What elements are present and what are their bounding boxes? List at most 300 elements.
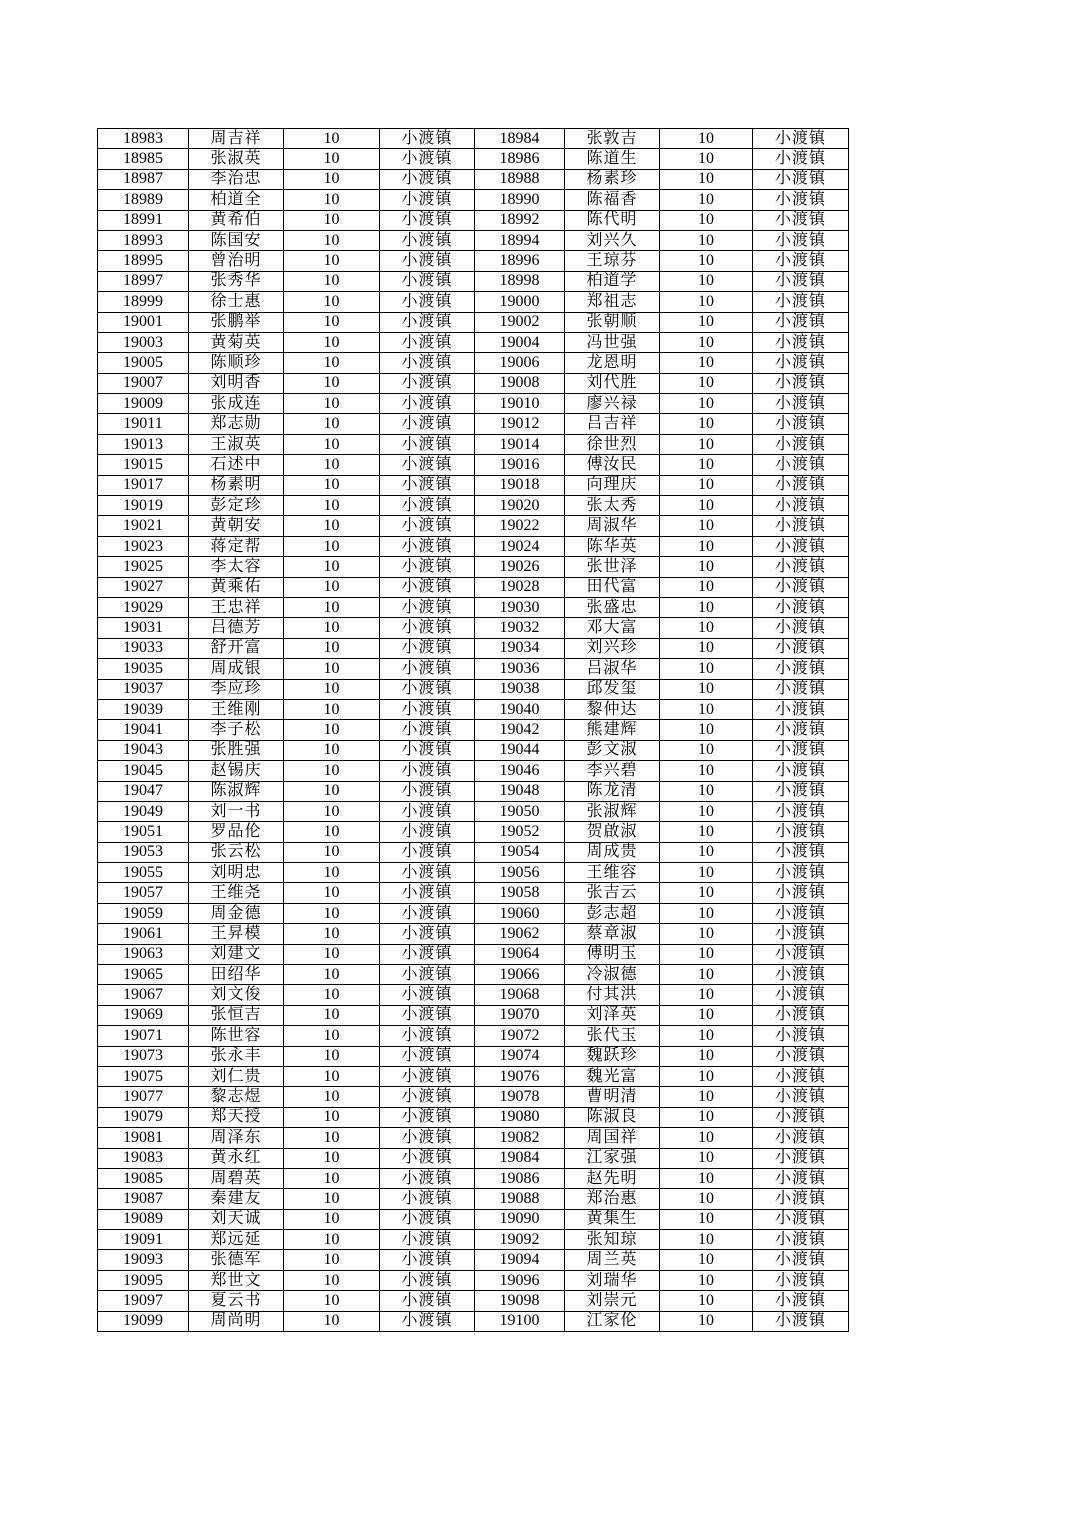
score-value-left: 10 bbox=[284, 475, 380, 495]
record-id-left: 19059 bbox=[98, 903, 189, 923]
record-id-right: 19100 bbox=[475, 1311, 565, 1331]
score-value-right: 10 bbox=[660, 496, 753, 516]
town-name-left: 小渡镇 bbox=[380, 842, 475, 862]
person-name-left: 郑志勋 bbox=[189, 414, 284, 434]
score-value-right: 10 bbox=[660, 1107, 753, 1127]
person-name-right: 熊建辉 bbox=[565, 720, 660, 740]
town-name-right: 小渡镇 bbox=[753, 618, 849, 638]
town-name-right: 小渡镇 bbox=[753, 924, 849, 944]
score-value-right: 10 bbox=[660, 1209, 753, 1229]
town-name-left: 小渡镇 bbox=[380, 679, 475, 699]
table-row bbox=[98, 1168, 849, 1188]
person-name-right: 柏道学 bbox=[565, 271, 660, 291]
record-id-left: 19061 bbox=[98, 924, 189, 944]
town-name-left: 小渡镇 bbox=[380, 496, 475, 516]
record-id-right: 19066 bbox=[475, 965, 565, 985]
person-name-left: 王维尧 bbox=[189, 883, 284, 903]
score-value-left: 10 bbox=[284, 822, 380, 842]
record-id-right: 19018 bbox=[475, 475, 565, 495]
town-name-right: 小渡镇 bbox=[753, 230, 849, 250]
person-name-left: 赵锡庆 bbox=[189, 761, 284, 781]
table-row bbox=[98, 129, 849, 149]
town-name-left: 小渡镇 bbox=[380, 210, 475, 230]
person-name-right: 张太秀 bbox=[565, 496, 660, 516]
table-row bbox=[98, 312, 849, 332]
record-id-left: 18997 bbox=[98, 271, 189, 291]
record-id-right: 19026 bbox=[475, 557, 565, 577]
record-id-right: 19034 bbox=[475, 638, 565, 658]
person-name-right: 刘泽英 bbox=[565, 1005, 660, 1025]
record-id-right: 19058 bbox=[475, 883, 565, 903]
record-id-left: 19079 bbox=[98, 1107, 189, 1127]
record-id-left: 19057 bbox=[98, 883, 189, 903]
score-value-right: 10 bbox=[660, 883, 753, 903]
person-name-left: 李治忠 bbox=[189, 169, 284, 189]
record-id-right: 18986 bbox=[475, 149, 565, 169]
score-value-left: 10 bbox=[284, 1087, 380, 1107]
score-value-right: 10 bbox=[660, 944, 753, 964]
town-name-right: 小渡镇 bbox=[753, 638, 849, 658]
person-name-left: 张云松 bbox=[189, 842, 284, 862]
person-name-left: 黄乘佑 bbox=[189, 577, 284, 597]
table-row bbox=[98, 230, 849, 250]
score-value-left: 10 bbox=[284, 1128, 380, 1148]
town-name-left: 小渡镇 bbox=[380, 577, 475, 597]
person-name-right: 周兰英 bbox=[565, 1250, 660, 1270]
record-id-right: 19088 bbox=[475, 1189, 565, 1209]
person-name-left: 彭定珍 bbox=[189, 496, 284, 516]
town-name-right: 小渡镇 bbox=[753, 1087, 849, 1107]
record-id-right: 18996 bbox=[475, 251, 565, 271]
person-name-left: 王忠祥 bbox=[189, 597, 284, 617]
score-value-right: 10 bbox=[660, 1148, 753, 1168]
record-id-right: 19044 bbox=[475, 740, 565, 760]
person-name-left: 杨素明 bbox=[189, 475, 284, 495]
score-value-right: 10 bbox=[660, 1087, 753, 1107]
person-name-left: 刘建文 bbox=[189, 944, 284, 964]
person-name-right: 陈道生 bbox=[565, 149, 660, 169]
town-name-right: 小渡镇 bbox=[753, 271, 849, 291]
town-name-left: 小渡镇 bbox=[380, 924, 475, 944]
town-name-right: 小渡镇 bbox=[753, 516, 849, 536]
person-name-left: 黄菊英 bbox=[189, 332, 284, 352]
score-value-left: 10 bbox=[284, 944, 380, 964]
record-id-right: 19092 bbox=[475, 1230, 565, 1250]
person-name-right: 刘瑞华 bbox=[565, 1270, 660, 1290]
town-name-right: 小渡镇 bbox=[753, 373, 849, 393]
table-row bbox=[98, 761, 849, 781]
record-id-right: 19036 bbox=[475, 659, 565, 679]
town-name-left: 小渡镇 bbox=[380, 434, 475, 454]
table-row bbox=[98, 720, 849, 740]
record-id-right: 19060 bbox=[475, 903, 565, 923]
record-id-left: 19009 bbox=[98, 394, 189, 414]
record-id-right: 19016 bbox=[475, 455, 565, 475]
person-name-left: 田绍华 bbox=[189, 965, 284, 985]
record-id-right: 19030 bbox=[475, 597, 565, 617]
person-name-right: 廖兴禄 bbox=[565, 394, 660, 414]
person-name-right: 陈福香 bbox=[565, 190, 660, 210]
record-id-right: 19050 bbox=[475, 801, 565, 821]
score-value-right: 10 bbox=[660, 149, 753, 169]
town-name-left: 小渡镇 bbox=[380, 1270, 475, 1290]
table-row bbox=[98, 699, 849, 719]
score-value-right: 10 bbox=[660, 842, 753, 862]
table-row bbox=[98, 434, 849, 454]
town-name-right: 小渡镇 bbox=[753, 1291, 849, 1311]
score-value-right: 10 bbox=[660, 679, 753, 699]
person-name-right: 张知琼 bbox=[565, 1230, 660, 1250]
town-name-right: 小渡镇 bbox=[753, 251, 849, 271]
score-value-right: 10 bbox=[660, 903, 753, 923]
record-id-left: 19085 bbox=[98, 1168, 189, 1188]
score-value-left: 10 bbox=[284, 312, 380, 332]
town-name-right: 小渡镇 bbox=[753, 822, 849, 842]
record-id-right: 19090 bbox=[475, 1209, 565, 1229]
person-name-left: 王维刚 bbox=[189, 699, 284, 719]
score-value-left: 10 bbox=[284, 1230, 380, 1250]
score-value-right: 10 bbox=[660, 332, 753, 352]
record-id-left: 18987 bbox=[98, 169, 189, 189]
town-name-right: 小渡镇 bbox=[753, 169, 849, 189]
record-id-left: 19065 bbox=[98, 965, 189, 985]
record-id-right: 19074 bbox=[475, 1046, 565, 1066]
town-name-left: 小渡镇 bbox=[380, 455, 475, 475]
record-id-right: 19080 bbox=[475, 1107, 565, 1127]
table-row bbox=[98, 577, 849, 597]
town-name-right: 小渡镇 bbox=[753, 190, 849, 210]
person-name-left: 郑远延 bbox=[189, 1230, 284, 1250]
score-value-right: 10 bbox=[660, 292, 753, 312]
record-id-right: 19048 bbox=[475, 781, 565, 801]
town-name-right: 小渡镇 bbox=[753, 414, 849, 434]
town-name-left: 小渡镇 bbox=[380, 720, 475, 740]
score-value-right: 10 bbox=[660, 475, 753, 495]
table-row bbox=[98, 801, 849, 821]
person-name-right: 向理庆 bbox=[565, 475, 660, 495]
person-name-right: 傅汝民 bbox=[565, 455, 660, 475]
record-id-right: 19040 bbox=[475, 699, 565, 719]
record-id-left: 19045 bbox=[98, 761, 189, 781]
town-name-left: 小渡镇 bbox=[380, 394, 475, 414]
score-value-right: 10 bbox=[660, 373, 753, 393]
town-name-right: 小渡镇 bbox=[753, 1128, 849, 1148]
table-row bbox=[98, 944, 849, 964]
town-name-left: 小渡镇 bbox=[380, 1026, 475, 1046]
score-value-left: 10 bbox=[284, 903, 380, 923]
score-value-left: 10 bbox=[284, 1046, 380, 1066]
score-value-left: 10 bbox=[284, 353, 380, 373]
record-id-left: 19017 bbox=[98, 475, 189, 495]
score-value-right: 10 bbox=[660, 659, 753, 679]
town-name-right: 小渡镇 bbox=[753, 536, 849, 556]
town-name-right: 小渡镇 bbox=[753, 1311, 849, 1331]
person-name-left: 刘明忠 bbox=[189, 863, 284, 883]
table-row bbox=[98, 1087, 849, 1107]
record-id-left: 19069 bbox=[98, 1005, 189, 1025]
record-id-right: 19078 bbox=[475, 1087, 565, 1107]
score-value-left: 10 bbox=[284, 577, 380, 597]
person-name-right: 张世泽 bbox=[565, 557, 660, 577]
town-name-left: 小渡镇 bbox=[380, 1311, 475, 1331]
person-name-left: 黎志煜 bbox=[189, 1087, 284, 1107]
score-value-left: 10 bbox=[284, 985, 380, 1005]
record-id-right: 19052 bbox=[475, 822, 565, 842]
person-name-left: 陈淑辉 bbox=[189, 781, 284, 801]
town-name-right: 小渡镇 bbox=[753, 781, 849, 801]
score-value-right: 10 bbox=[660, 129, 753, 149]
score-value-left: 10 bbox=[284, 1209, 380, 1229]
record-id-left: 19025 bbox=[98, 557, 189, 577]
person-name-left: 罗品伦 bbox=[189, 822, 284, 842]
town-name-right: 小渡镇 bbox=[753, 1066, 849, 1086]
town-name-left: 小渡镇 bbox=[380, 414, 475, 434]
person-name-right: 杨素珍 bbox=[565, 169, 660, 189]
town-name-left: 小渡镇 bbox=[380, 1168, 475, 1188]
score-value-right: 10 bbox=[660, 720, 753, 740]
score-value-right: 10 bbox=[660, 1189, 753, 1209]
town-name-right: 小渡镇 bbox=[753, 863, 849, 883]
table-row bbox=[98, 1066, 849, 1086]
person-name-left: 张恒吉 bbox=[189, 1005, 284, 1025]
record-id-left: 19075 bbox=[98, 1066, 189, 1086]
score-value-right: 10 bbox=[660, 1291, 753, 1311]
town-name-left: 小渡镇 bbox=[380, 292, 475, 312]
person-name-left: 张德军 bbox=[189, 1250, 284, 1270]
score-value-left: 10 bbox=[284, 699, 380, 719]
person-name-right: 张代玉 bbox=[565, 1026, 660, 1046]
town-name-left: 小渡镇 bbox=[380, 740, 475, 760]
town-name-left: 小渡镇 bbox=[380, 1189, 475, 1209]
record-id-right: 19096 bbox=[475, 1270, 565, 1290]
town-name-left: 小渡镇 bbox=[380, 944, 475, 964]
town-name-right: 小渡镇 bbox=[753, 720, 849, 740]
town-name-right: 小渡镇 bbox=[753, 1107, 849, 1127]
person-name-right: 黎仲达 bbox=[565, 699, 660, 719]
score-value-left: 10 bbox=[284, 1168, 380, 1188]
record-id-right: 19042 bbox=[475, 720, 565, 740]
record-id-left: 19087 bbox=[98, 1189, 189, 1209]
score-value-left: 10 bbox=[284, 638, 380, 658]
person-name-right: 付其洪 bbox=[565, 985, 660, 1005]
score-value-left: 10 bbox=[284, 1291, 380, 1311]
person-name-right: 刘兴久 bbox=[565, 230, 660, 250]
town-name-left: 小渡镇 bbox=[380, 1128, 475, 1148]
score-value-left: 10 bbox=[284, 740, 380, 760]
record-id-left: 18991 bbox=[98, 210, 189, 230]
person-name-right: 彭志超 bbox=[565, 903, 660, 923]
score-value-left: 10 bbox=[284, 1066, 380, 1086]
record-id-left: 19047 bbox=[98, 781, 189, 801]
person-name-left: 张秀华 bbox=[189, 271, 284, 291]
town-name-right: 小渡镇 bbox=[753, 1270, 849, 1290]
town-name-right: 小渡镇 bbox=[753, 577, 849, 597]
person-name-right: 陈代明 bbox=[565, 210, 660, 230]
record-id-right: 19046 bbox=[475, 761, 565, 781]
score-value-right: 10 bbox=[660, 1250, 753, 1270]
town-name-right: 小渡镇 bbox=[753, 129, 849, 149]
person-name-right: 贺啟淑 bbox=[565, 822, 660, 842]
record-id-left: 19095 bbox=[98, 1270, 189, 1290]
person-name-left: 黄希伯 bbox=[189, 210, 284, 230]
town-name-right: 小渡镇 bbox=[753, 1189, 849, 1209]
person-name-right: 吕吉祥 bbox=[565, 414, 660, 434]
record-id-left: 19011 bbox=[98, 414, 189, 434]
record-id-right: 19056 bbox=[475, 863, 565, 883]
town-name-right: 小渡镇 bbox=[753, 1168, 849, 1188]
person-name-right: 邱发玺 bbox=[565, 679, 660, 699]
person-name-right: 刘崇元 bbox=[565, 1291, 660, 1311]
score-value-left: 10 bbox=[284, 190, 380, 210]
table-row bbox=[98, 332, 849, 352]
person-name-right: 陈淑良 bbox=[565, 1107, 660, 1127]
score-value-left: 10 bbox=[284, 251, 380, 271]
town-name-left: 小渡镇 bbox=[380, 1250, 475, 1270]
record-id-right: 19020 bbox=[475, 496, 565, 516]
table-row bbox=[98, 373, 849, 393]
score-value-left: 10 bbox=[284, 414, 380, 434]
person-name-right: 郑祖志 bbox=[565, 292, 660, 312]
person-name-right: 魏跃珍 bbox=[565, 1046, 660, 1066]
town-name-right: 小渡镇 bbox=[753, 597, 849, 617]
record-id-left: 19055 bbox=[98, 863, 189, 883]
score-value-left: 10 bbox=[284, 965, 380, 985]
town-name-right: 小渡镇 bbox=[753, 394, 849, 414]
person-name-right: 彭文淑 bbox=[565, 740, 660, 760]
score-value-right: 10 bbox=[660, 190, 753, 210]
record-id-left: 19093 bbox=[98, 1250, 189, 1270]
person-name-left: 刘文俊 bbox=[189, 985, 284, 1005]
town-name-right: 小渡镇 bbox=[753, 883, 849, 903]
record-id-right: 19000 bbox=[475, 292, 565, 312]
score-value-right: 10 bbox=[660, 1128, 753, 1148]
score-value-left: 10 bbox=[284, 618, 380, 638]
table-row bbox=[98, 965, 849, 985]
record-id-left: 19013 bbox=[98, 434, 189, 454]
person-name-left: 刘一书 bbox=[189, 801, 284, 821]
person-name-right: 魏光富 bbox=[565, 1066, 660, 1086]
record-id-right: 19094 bbox=[475, 1250, 565, 1270]
table-row bbox=[98, 271, 849, 291]
town-name-right: 小渡镇 bbox=[753, 312, 849, 332]
score-value-right: 10 bbox=[660, 965, 753, 985]
record-id-left: 19067 bbox=[98, 985, 189, 1005]
town-name-left: 小渡镇 bbox=[380, 557, 475, 577]
town-name-right: 小渡镇 bbox=[753, 1005, 849, 1025]
town-name-left: 小渡镇 bbox=[380, 1046, 475, 1066]
person-name-right: 张吉云 bbox=[565, 883, 660, 903]
score-value-left: 10 bbox=[284, 1026, 380, 1046]
score-value-left: 10 bbox=[284, 536, 380, 556]
town-name-left: 小渡镇 bbox=[380, 863, 475, 883]
person-name-left: 徐士惠 bbox=[189, 292, 284, 312]
table-row bbox=[98, 781, 849, 801]
table-row bbox=[98, 149, 849, 169]
record-id-left: 18999 bbox=[98, 292, 189, 312]
score-value-right: 10 bbox=[660, 455, 753, 475]
town-name-left: 小渡镇 bbox=[380, 271, 475, 291]
record-id-right: 19002 bbox=[475, 312, 565, 332]
town-name-left: 小渡镇 bbox=[380, 230, 475, 250]
town-name-right: 小渡镇 bbox=[753, 801, 849, 821]
score-value-left: 10 bbox=[284, 332, 380, 352]
person-name-left: 曾治明 bbox=[189, 251, 284, 271]
score-value-right: 10 bbox=[660, 1026, 753, 1046]
person-name-left: 周泽东 bbox=[189, 1128, 284, 1148]
person-name-right: 冷淑德 bbox=[565, 965, 660, 985]
person-name-right: 陈华英 bbox=[565, 536, 660, 556]
town-name-left: 小渡镇 bbox=[380, 1148, 475, 1168]
record-id-left: 18995 bbox=[98, 251, 189, 271]
score-value-right: 10 bbox=[660, 434, 753, 454]
record-id-left: 19001 bbox=[98, 312, 189, 332]
table-row bbox=[98, 414, 849, 434]
town-name-left: 小渡镇 bbox=[380, 659, 475, 679]
person-name-left: 李应珍 bbox=[189, 679, 284, 699]
table-row bbox=[98, 1311, 849, 1331]
town-name-left: 小渡镇 bbox=[380, 536, 475, 556]
score-value-left: 10 bbox=[284, 679, 380, 699]
score-value-right: 10 bbox=[660, 801, 753, 821]
table-row bbox=[98, 1046, 849, 1066]
score-value-right: 10 bbox=[660, 251, 753, 271]
person-name-right: 蔡章淑 bbox=[565, 924, 660, 944]
person-name-right: 周淑华 bbox=[565, 516, 660, 536]
score-value-right: 10 bbox=[660, 1311, 753, 1331]
record-id-right: 18988 bbox=[475, 169, 565, 189]
table-row bbox=[98, 638, 849, 658]
town-name-right: 小渡镇 bbox=[753, 149, 849, 169]
person-name-left: 王淑英 bbox=[189, 434, 284, 454]
table-row bbox=[98, 536, 849, 556]
town-name-right: 小渡镇 bbox=[753, 761, 849, 781]
town-name-left: 小渡镇 bbox=[380, 190, 475, 210]
score-value-right: 10 bbox=[660, 761, 753, 781]
record-id-left: 19003 bbox=[98, 332, 189, 352]
town-name-right: 小渡镇 bbox=[753, 740, 849, 760]
roster-table bbox=[97, 128, 849, 1332]
score-value-left: 10 bbox=[284, 659, 380, 679]
person-name-left: 舒开富 bbox=[189, 638, 284, 658]
record-id-left: 19029 bbox=[98, 597, 189, 617]
record-id-right: 19072 bbox=[475, 1026, 565, 1046]
table-row bbox=[98, 883, 849, 903]
town-name-left: 小渡镇 bbox=[380, 332, 475, 352]
record-id-right: 19012 bbox=[475, 414, 565, 434]
person-name-left: 郑世文 bbox=[189, 1270, 284, 1290]
town-name-right: 小渡镇 bbox=[753, 985, 849, 1005]
record-id-left: 19033 bbox=[98, 638, 189, 658]
town-name-left: 小渡镇 bbox=[380, 169, 475, 189]
score-value-left: 10 bbox=[284, 434, 380, 454]
score-value-right: 10 bbox=[660, 1168, 753, 1188]
table-row bbox=[98, 1026, 849, 1046]
person-name-left: 陈国安 bbox=[189, 230, 284, 250]
town-name-right: 小渡镇 bbox=[753, 842, 849, 862]
table-row bbox=[98, 516, 849, 536]
record-id-right: 19010 bbox=[475, 394, 565, 414]
table-row bbox=[98, 475, 849, 495]
person-name-left: 张鹏举 bbox=[189, 312, 284, 332]
record-id-right: 19098 bbox=[475, 1291, 565, 1311]
roster-table-body bbox=[98, 129, 849, 1332]
town-name-left: 小渡镇 bbox=[380, 1209, 475, 1229]
record-id-right: 19024 bbox=[475, 536, 565, 556]
score-value-left: 10 bbox=[284, 373, 380, 393]
record-id-right: 19004 bbox=[475, 332, 565, 352]
town-name-left: 小渡镇 bbox=[380, 822, 475, 842]
score-value-right: 10 bbox=[660, 1270, 753, 1290]
